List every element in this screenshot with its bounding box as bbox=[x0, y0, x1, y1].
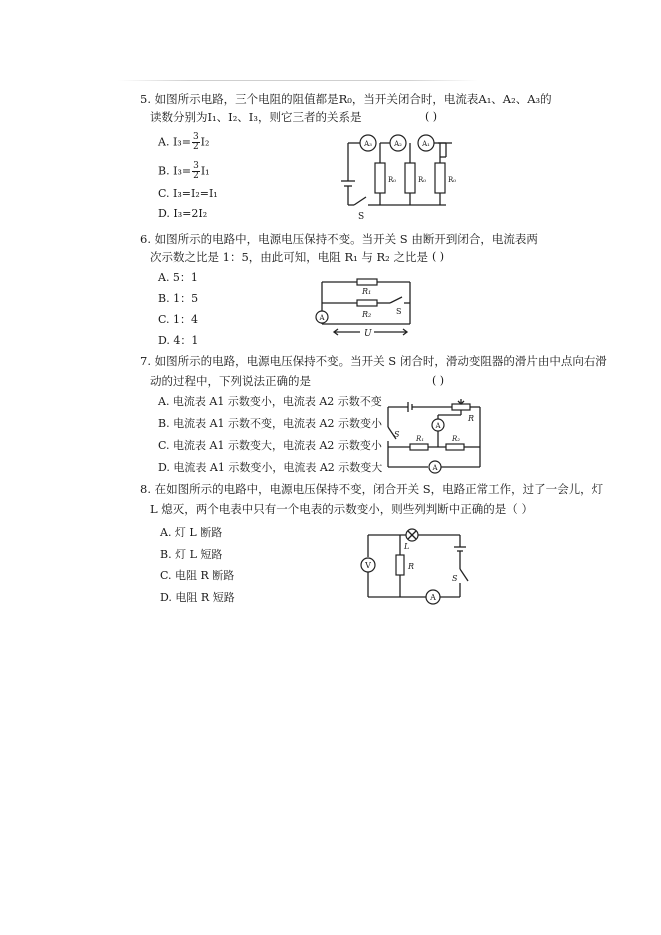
q5-option-a: A. I₃= $\frac{3}{2}$ I₂ bbox=[158, 132, 210, 152]
svg-text:A₁: A₁ bbox=[422, 140, 430, 148]
resistor-1 bbox=[375, 163, 396, 193]
q5-stem-line2: 读数分别为I₁、I₂、I₃，则它三者的关系是 bbox=[150, 110, 362, 124]
ammeter bbox=[426, 590, 440, 604]
q6-option-d: D. 4：1 bbox=[158, 334, 199, 347]
q6-stem-line2: 次示数之比是 1：5，由此可知，电阻 R₁ 与 R₂ 之比是 bbox=[150, 250, 428, 264]
q6-stem-line1: 6. 如图所示的电路中，电源电压保持不变。当开关 S 由断开到闭合，电流表两 bbox=[140, 232, 538, 246]
q6-option-a: A. 5：1 bbox=[158, 271, 198, 284]
q5-option-d: D. I₃=2I₂ bbox=[158, 207, 208, 220]
q7-option-d: D. 电流表 A1 示数变小，电流表 A2 示数变大 bbox=[158, 461, 383, 474]
page-top-line bbox=[118, 80, 478, 81]
ammeter-a3 bbox=[360, 135, 376, 151]
q7-option-a: A. 电流表 A1 示数变小，电流表 A2 示数不变 bbox=[158, 395, 382, 408]
ammeter-a1 bbox=[429, 461, 441, 473]
q7-answer-blank: ( ) bbox=[432, 374, 445, 387]
resistor-3 bbox=[435, 163, 456, 193]
switch-label: S bbox=[394, 430, 400, 439]
voltage-label: U bbox=[364, 329, 372, 339]
q7-stem-line2: 动的过程中，下列说法正确的是 bbox=[150, 374, 311, 388]
svg-text:R₀: R₀ bbox=[448, 176, 457, 184]
q6-option-b: B. 1：5 bbox=[158, 292, 199, 305]
svg-text:R₂: R₂ bbox=[362, 310, 372, 319]
ammeter bbox=[316, 311, 328, 323]
svg-text:R₁: R₁ bbox=[416, 435, 425, 443]
svg-text:A₂: A₂ bbox=[394, 140, 402, 148]
q7-circuit-diagram bbox=[380, 397, 490, 477]
svg-text:V: V bbox=[365, 561, 371, 570]
switch-label: S bbox=[452, 574, 458, 583]
svg-text:A: A bbox=[430, 593, 436, 602]
svg-text:R₀: R₀ bbox=[388, 176, 397, 184]
q6-circuit-diagram bbox=[312, 272, 422, 342]
resistor-r bbox=[396, 555, 414, 575]
svg-text:A: A bbox=[435, 422, 441, 430]
resistor-r1 bbox=[357, 279, 377, 296]
svg-text:A: A bbox=[319, 314, 325, 322]
q5-option-c: C. I₃=I₂=I₁ bbox=[158, 187, 218, 200]
q7-option-c: C. 电流表 A1 示数变大，电流表 A2 示数变小 bbox=[158, 439, 382, 452]
svg-text:R: R bbox=[408, 562, 415, 571]
q6-answer-blank: ( ) bbox=[432, 250, 445, 263]
q8-circuit-diagram bbox=[356, 525, 476, 605]
q8-option-a: A. 灯 L 断路 bbox=[160, 526, 223, 539]
ammeter-a2 bbox=[432, 419, 444, 431]
svg-text:R: R bbox=[468, 414, 475, 423]
q7-stem-line1: 7. 如图所示的电路，电源电压保持不变。当开关 S 闭合时，滑动变阻器的滑片由中点向右滑 bbox=[140, 354, 607, 368]
ammeter-a2 bbox=[390, 135, 406, 151]
svg-text:L: L bbox=[404, 542, 410, 551]
rheostat-r bbox=[452, 399, 474, 423]
q8-option-b: B. 灯 L 短路 bbox=[160, 548, 223, 561]
lamp-l bbox=[403, 529, 418, 551]
q5-option-b: B. I₃= $\frac{3}{2}$ I₁ bbox=[158, 161, 210, 181]
svg-text:R₁: R₁ bbox=[362, 287, 372, 296]
q6-option-c: C. 1：4 bbox=[158, 313, 199, 326]
resistor-r2 bbox=[357, 300, 377, 319]
switch-label: S bbox=[396, 307, 402, 316]
resistor-r2 bbox=[446, 435, 464, 450]
q8-stem-line1: 8. 在如图所示的电路中，电源电压保持不变，闭合开关 S，电路正常工作，过了一会儿，灯 bbox=[140, 482, 604, 496]
svg-text:R₂: R₂ bbox=[452, 435, 461, 443]
q8-stem-line2: L 熄灭，两个电表中只有一个电表的示数变小，则些列判断中正确的是（ ） bbox=[150, 502, 533, 516]
voltmeter bbox=[361, 558, 375, 572]
switch-label: S bbox=[358, 212, 365, 222]
resistor-2 bbox=[405, 163, 426, 193]
q5-stem-line1: 5. 如图所示电路，三个电阻的阻值都是R₀，当开关闭合时，电流表A₁、A₂、A₃的 bbox=[140, 92, 552, 106]
q8-option-c: C. 电阻 R 断路 bbox=[160, 569, 235, 582]
ammeter-a1 bbox=[418, 135, 434, 151]
q8-option-d: D. 电阻 R 短路 bbox=[160, 591, 235, 604]
resistor-r1 bbox=[410, 435, 428, 450]
svg-text:A₃: A₃ bbox=[364, 140, 372, 148]
q5-answer-blank: ( ) bbox=[425, 110, 438, 123]
q5-circuit-diagram bbox=[338, 133, 458, 223]
q7-option-b: B. 电流表 A1 示数不变，电流表 A2 示数变小 bbox=[158, 417, 382, 430]
svg-text:R₀: R₀ bbox=[418, 176, 427, 184]
svg-text:A: A bbox=[432, 464, 438, 472]
